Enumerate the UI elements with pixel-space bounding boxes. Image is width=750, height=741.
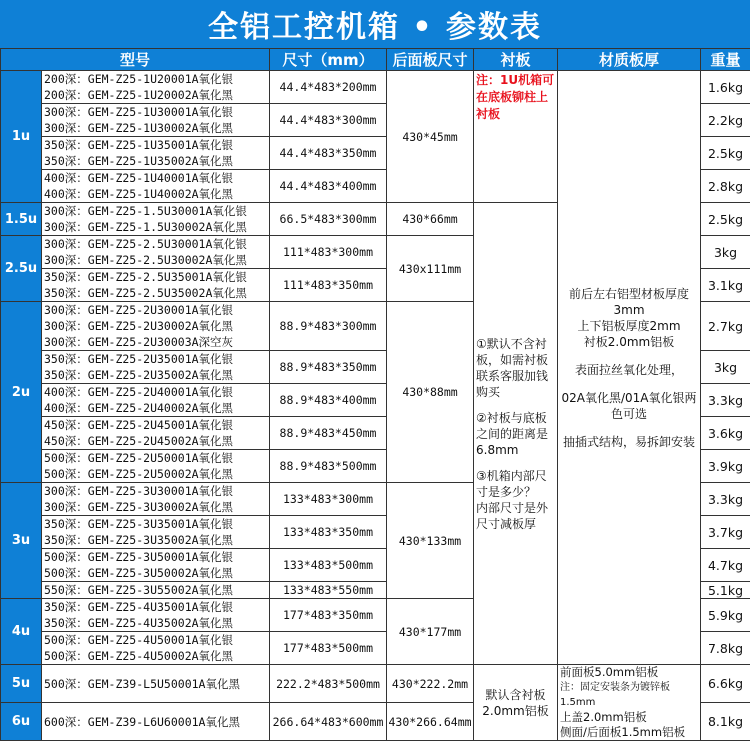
model-cell [42, 384, 270, 417]
model-line: 350深：GEM-Z25-2.5U35002A氧化黑 [44, 285, 269, 301]
size-cell: 222.2*483*500mm [270, 665, 387, 703]
unit-cell: 4u [1, 599, 42, 665]
weight-cell: 2.2kg [701, 104, 750, 137]
weight-cell: 3.1kg [701, 269, 750, 302]
lining-note-cell [474, 71, 558, 203]
unit-cell: 6u [1, 703, 42, 741]
size-cell: 111*483*300mm [270, 236, 387, 269]
page-title: 全铝工控机箱 • 参数表 [0, 0, 750, 48]
size-cell: 133*483*300mm [270, 483, 387, 516]
size-cell: 88.9*483*400mm [270, 384, 387, 417]
model-line: 200深：GEM-Z25-1U20002A氧化黑 [44, 87, 269, 103]
lining-cell [474, 203, 558, 665]
rear-panel-cell: 430*266.64mm [387, 703, 474, 741]
lining-line: 内部尺寸是外尺寸减板厚 [476, 500, 555, 532]
model-cell [42, 203, 270, 236]
model-line: 500深：GEM-Z25-3U50002A氧化黑 [44, 565, 269, 581]
model-line: 300深：GEM-Z25-2U30002A氧化黑 [44, 318, 269, 334]
model-line: 450深：GEM-Z25-2U45002A氧化黑 [44, 433, 269, 449]
model-line: 350深：GEM-Z25-3U35001A氧化银 [44, 516, 269, 532]
weight-cell: 2.7kg [701, 302, 750, 351]
size-cell: 88.9*483*300mm [270, 302, 387, 351]
size-cell: 44.4*483*300mm [270, 104, 387, 137]
model-cell [42, 483, 270, 516]
lining-foot-line: 2.0mm铝板 [476, 703, 555, 719]
unit-cell: 2.5u [1, 236, 42, 302]
model-line: 500深：GEM-Z25-4U50002A氧化黑 [44, 648, 269, 664]
model-line: 300深：GEM-Z25-1.5U30001A氧化银 [44, 203, 269, 219]
model-cell [42, 450, 270, 483]
model-cell [42, 516, 270, 549]
model-cell [42, 269, 270, 302]
model-line: 350深：GEM-Z25-3U35002A氧化黑 [44, 532, 269, 548]
header-lining: 衬板 [474, 49, 558, 71]
model-cell [42, 582, 270, 599]
material-foot-line: 上盖2.0mm铝板 [560, 710, 700, 725]
size-cell: 44.4*483*400mm [270, 170, 387, 203]
material-line: 抽插式结构，易拆卸安装 [560, 434, 698, 450]
weight-cell: 3.9kg [701, 450, 750, 483]
model-line: 350深：GEM-Z25-4U35002A氧化黑 [44, 615, 269, 631]
material-line: 02A氧化黑/01A氧化银两色可选 [560, 390, 698, 422]
weight-cell: 3.6kg [701, 417, 750, 450]
weight-cell: 3.3kg [701, 483, 750, 516]
weight-cell: 4.7kg [701, 549, 750, 582]
material-line: 前后左右铝型材板厚度3mm [560, 286, 698, 318]
model-line: 500深：GEM-Z25-4U50001A氧化银 [44, 632, 269, 648]
size-cell: 88.9*483*450mm [270, 417, 387, 450]
model-line: 600深：GEM-Z39-L6U60001A氧化黑 [44, 714, 269, 730]
size-cell: 177*483*500mm [270, 632, 387, 665]
size-cell: 266.64*483*600mm [270, 703, 387, 741]
weight-cell: 5.1kg [701, 582, 750, 599]
model-cell [42, 703, 270, 741]
size-cell: 66.5*483*300mm [270, 203, 387, 236]
weight-cell: 3kg [701, 236, 750, 269]
model-line: 450深：GEM-Z25-2U45001A氧化银 [44, 417, 269, 433]
unit-cell: 2u [1, 302, 42, 483]
lining-foot-cell [474, 665, 558, 741]
size-cell: 133*483*550mm [270, 582, 387, 599]
weight-cell: 2.5kg [701, 203, 750, 236]
rear-panel-cell: 430*66mm [387, 203, 474, 236]
size-cell: 133*483*350mm [270, 516, 387, 549]
unit-cell: 5u [1, 665, 42, 703]
lining-foot-line: 默认含衬板 [476, 687, 555, 703]
weight-cell: 7.8kg [701, 632, 750, 665]
weight-cell: 2.8kg [701, 170, 750, 203]
header-model: 型号 [1, 49, 270, 71]
model-line: 400深：GEM-Z25-1U40001A氧化银 [44, 170, 269, 186]
material-line: 衬板2.0mm铝板 [560, 334, 698, 350]
size-cell: 88.9*483*500mm [270, 450, 387, 483]
model-line: 350深：GEM-Z25-2U35002A氧化黑 [44, 367, 269, 383]
model-cell [42, 417, 270, 450]
material-foot-line: 侧面/后面板1.5mm铝板 [560, 725, 700, 740]
weight-cell: 3kg [701, 351, 750, 384]
rear-panel-cell: 430*88mm [387, 302, 474, 483]
model-line: 500深：GEM-Z25-3U50001A氧化银 [44, 549, 269, 565]
size-cell: 133*483*500mm [270, 549, 387, 582]
rear-panel-cell: 430*45mm [387, 71, 474, 203]
model-line: 400深：GEM-Z25-1U40002A氧化黑 [44, 186, 269, 202]
model-cell [42, 170, 270, 203]
model-line: 350深：GEM-Z25-2.5U35001A氧化银 [44, 269, 269, 285]
weight-cell: 6.6kg [701, 665, 750, 703]
model-line: 300深：GEM-Z25-3U30001A氧化银 [44, 483, 269, 499]
lining-line: ②衬板与底板之间的距离是6.8mm [476, 410, 555, 458]
weight-cell: 5.9kg [701, 599, 750, 632]
table-row [1, 71, 750, 104]
lining-note: 注：1U机箱可在底板铆柱上衬板 [476, 72, 555, 123]
model-line: 300深：GEM-Z25-1U30001A氧化银 [44, 104, 269, 120]
weight-cell: 8.1kg [701, 703, 750, 741]
size-cell: 177*483*350mm [270, 599, 387, 632]
spec-table [0, 48, 750, 741]
model-line: 500深：GEM-Z39-L5U50001A氧化黑 [44, 676, 269, 692]
model-cell [42, 302, 270, 351]
header-weight: 重量 [701, 49, 750, 71]
model-line: 500深：GEM-Z25-2U50001A氧化银 [44, 450, 269, 466]
unit-cell: 3u [1, 483, 42, 599]
model-line: 300深：GEM-Z25-2.5U30002A氧化黑 [44, 252, 269, 268]
material-foot-line: 注：固定安装条为镀锌板1.5mm [560, 680, 700, 710]
model-line: 300深：GEM-Z25-1.5U30002A氧化黑 [44, 219, 269, 235]
model-cell [42, 549, 270, 582]
model-cell [42, 71, 270, 104]
material-cell [558, 71, 701, 665]
table-row [1, 665, 750, 703]
model-line: 350深：GEM-Z25-4U35001A氧化银 [44, 599, 269, 615]
rear-panel-cell: 430*177mm [387, 599, 474, 665]
model-line: 400深：GEM-Z25-2U40002A氧化黑 [44, 400, 269, 416]
model-line: 500深：GEM-Z25-2U50002A氧化黑 [44, 466, 269, 482]
model-line: 300深：GEM-Z25-2.5U30001A氧化银 [44, 236, 269, 252]
header-rear-panel: 后面板尺寸 [387, 49, 474, 71]
header-row [1, 49, 750, 71]
model-cell [42, 632, 270, 665]
table-body [1, 71, 750, 741]
material-line: 上下铝板厚度2mm [560, 318, 698, 334]
size-cell: 44.4*483*350mm [270, 137, 387, 170]
model-line: 350深：GEM-Z25-1U35001A氧化银 [44, 137, 269, 153]
size-cell: 44.4*483*200mm [270, 71, 387, 104]
header-material: 材质板厚 [558, 49, 701, 71]
unit-cell: 1.5u [1, 203, 42, 236]
model-cell [42, 665, 270, 703]
model-cell [42, 599, 270, 632]
header-size: 尺寸（mm） [270, 49, 387, 71]
model-line: 300深：GEM-Z25-2U30003A深空灰 [44, 334, 269, 350]
model-line: 550深：GEM-Z25-3U55002A氧化黑 [44, 582, 269, 598]
weight-cell: 3.3kg [701, 384, 750, 417]
model-cell [42, 104, 270, 137]
model-cell [42, 351, 270, 384]
rear-panel-cell: 430*222.2mm [387, 665, 474, 703]
model-line: 300深：GEM-Z25-2U30001A氧化银 [44, 302, 269, 318]
size-cell: 111*483*350mm [270, 269, 387, 302]
model-cell [42, 137, 270, 170]
model-line: 350深：GEM-Z25-1U35002A氧化黑 [44, 153, 269, 169]
model-line: 300深：GEM-Z25-3U30002A氧化黑 [44, 499, 269, 515]
model-line: 350深：GEM-Z25-2U35001A氧化银 [44, 351, 269, 367]
model-line: 200深：GEM-Z25-1U20001A氧化银 [44, 71, 269, 87]
rear-panel-cell: 430*133mm [387, 483, 474, 599]
model-cell [42, 236, 270, 269]
size-cell: 88.9*483*350mm [270, 351, 387, 384]
lining-line: ①默认不含衬板，如需衬板联系客服加钱购买 [476, 336, 555, 400]
material-line: 表面拉丝氧化处理， [560, 362, 698, 378]
material-foot-cell [558, 665, 701, 741]
model-line: 300深：GEM-Z25-1U30002A氧化黑 [44, 120, 269, 136]
unit-cell: 1u [1, 71, 42, 203]
lining-line: ③机箱内部尺寸是多少？ [476, 468, 555, 500]
weight-cell: 3.7kg [701, 516, 750, 549]
weight-cell: 2.5kg [701, 137, 750, 170]
rear-panel-cell: 430x111mm [387, 236, 474, 302]
model-line: 400深：GEM-Z25-2U40001A氧化银 [44, 384, 269, 400]
material-foot-line: 前面板5.0mm铝板 [560, 665, 700, 680]
weight-cell: 1.6kg [701, 71, 750, 104]
